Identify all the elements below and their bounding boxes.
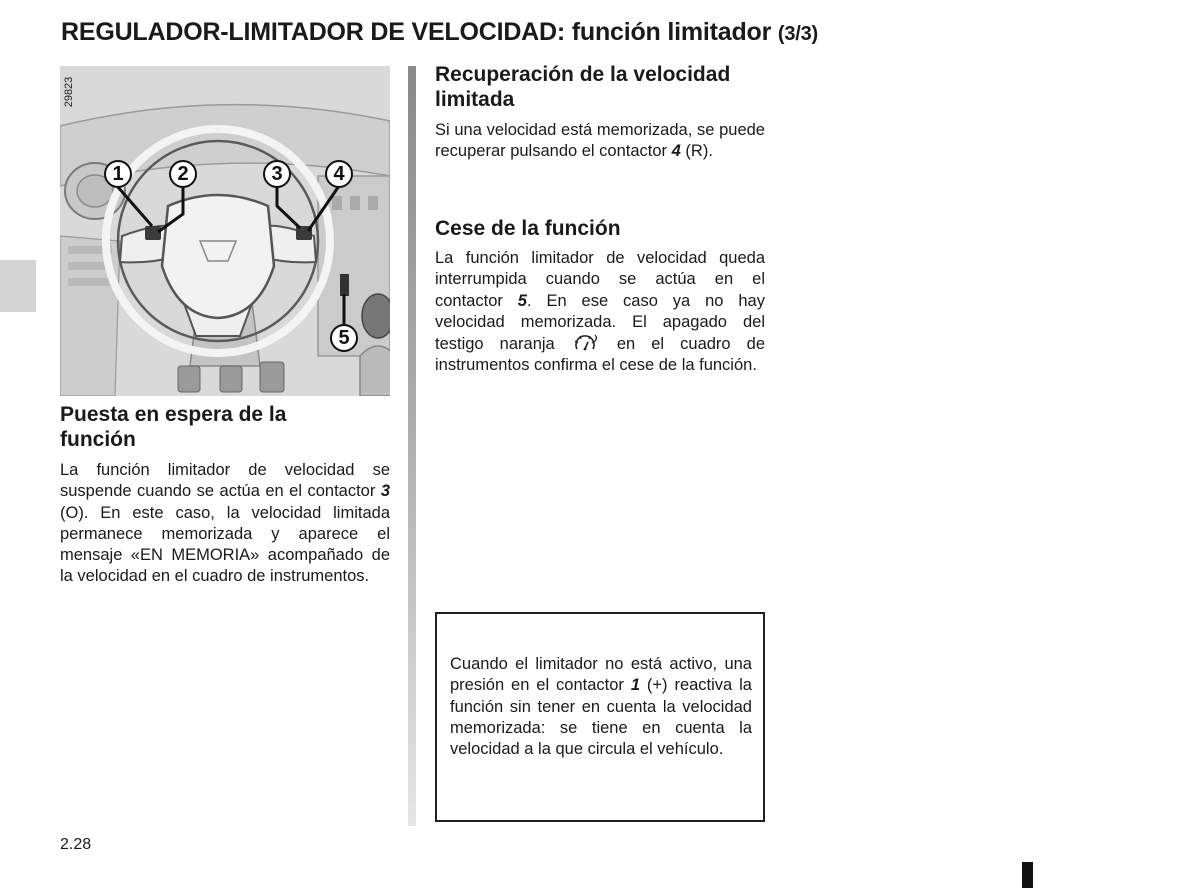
recovery-heading-line2: limitada (435, 88, 515, 111)
figure-id (62, 72, 76, 112)
stop-text-after: en el cuadro de instrumentos confirma el cese de la función. (435, 335, 766, 375)
recovery-contactor-ref: 4 (671, 142, 681, 161)
callout-3: 3 (263, 160, 291, 188)
standby-contactor-ref: 3 (380, 482, 390, 501)
note-contactor-ref: 1 (630, 676, 641, 695)
page-title (61, 18, 818, 47)
stop-contactor-ref: 5 (517, 291, 527, 310)
section-tab-marker (0, 260, 36, 312)
note-paragraph (450, 654, 752, 760)
recovery-text-after: (R). (680, 142, 713, 161)
stop-heading: Cese de la función (435, 217, 621, 240)
stop-text-before: La función limitador de velocidad queda interrumpida cuando se actúa en el contactor (435, 249, 765, 310)
standby-text-after: (O). En este caso, la velocidad limitada permanece memorizada y aparece el mensaje «EN MEMORIA» acompañado de la velocidad en el cuadro de instrumentos. (60, 503, 390, 586)
stop-text-middle: . En ese caso ya no hay velocidad memorizada. El apagado del testigo naranja (435, 291, 765, 354)
standby-heading-line2: función (60, 428, 136, 451)
callout-1: 1 (104, 160, 132, 188)
callout-4: 4 (325, 160, 353, 188)
corner-thumb-mark (1022, 862, 1033, 888)
figure-id-text: 29823 (63, 76, 75, 108)
recovery-heading-line1: Recuperación de la velocidad (435, 63, 731, 86)
standby-heading (60, 402, 390, 452)
recovery-paragraph (435, 120, 765, 163)
standby-paragraph (60, 460, 390, 588)
note-text-before: Cuando el limitador no está activo, una presión en el contactor (450, 655, 752, 695)
callout-5: 5 (330, 324, 358, 352)
recovery-text-before: Si una velocidad está memorizada, se puede recuperar pulsando el contactor (435, 121, 765, 161)
standby-text-before: La función limitador de velocidad se suspende cuando se actúa en el contactor (60, 461, 390, 501)
recovery-heading (435, 62, 775, 112)
stop-paragraph (435, 248, 765, 377)
note-text-after: (+) reactiva la función sin tener en cuenta la velocidad memorizada: se tiene en cuenta la velocidad a la que circula el vehículo. (450, 676, 752, 759)
page-number: 2.28 (60, 836, 92, 853)
page-indicator: (3/3) (777, 23, 819, 45)
steering-wheel-illustration (60, 66, 390, 396)
column-divider (408, 66, 416, 826)
page-title-text: REGULADOR-LIMITADOR DE VELOCIDAD: función limitador (61, 18, 772, 46)
callout-2: 2 (169, 160, 197, 188)
standby-heading-line1: Puesta en espera de la (60, 403, 287, 426)
note-box (435, 612, 765, 822)
speed-limiter-warning-icon (573, 333, 599, 353)
